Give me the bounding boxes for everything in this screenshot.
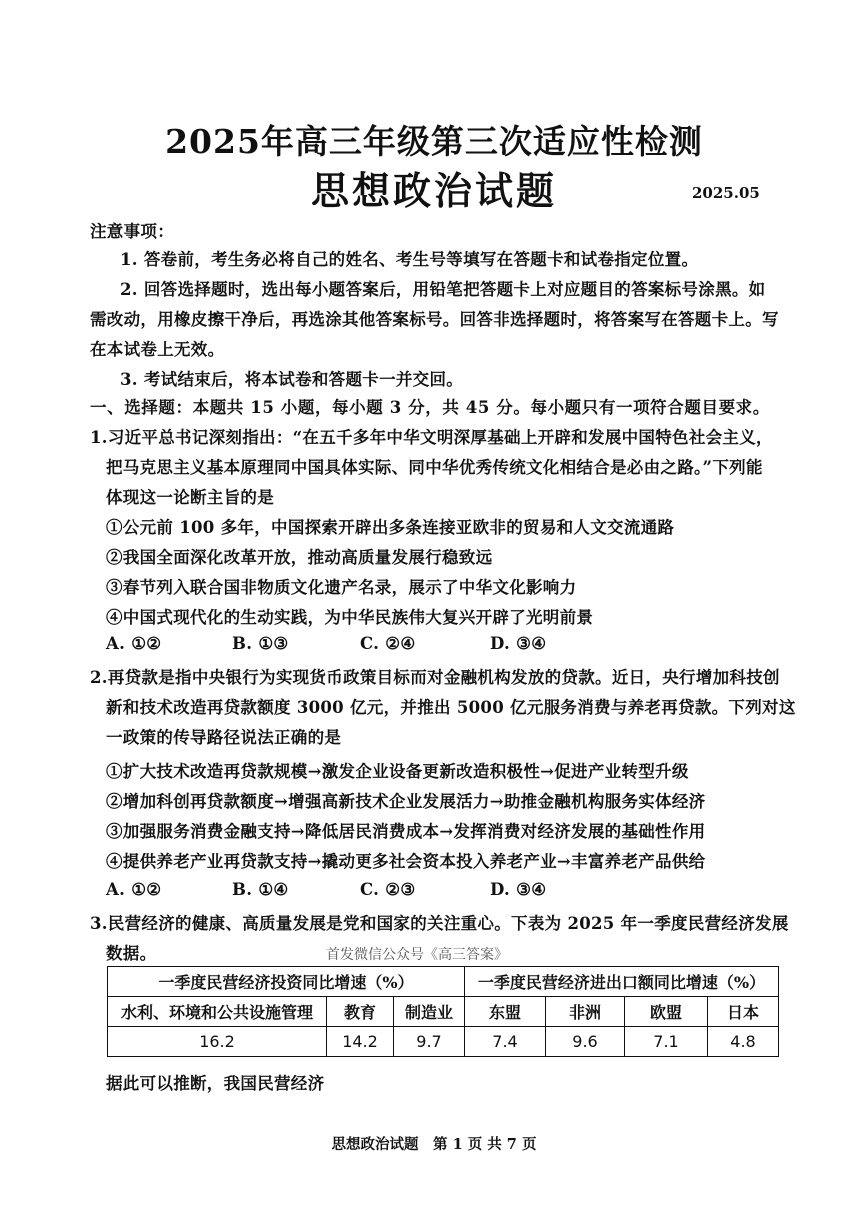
question-2-option: D. ③④	[490, 880, 547, 899]
table-column-header: 教育	[327, 997, 394, 1027]
question-1-statement: ④中国式现代化的生动实践，为中华民族伟大复兴开辟了光明前景	[106, 608, 594, 627]
question-2-option: A. ①②	[106, 880, 162, 899]
notice-item: 2. 回答选择题时，选出每小题答案后，用铅笔把答题卡上对应题目的答案标号涂黑。如	[120, 280, 766, 299]
question-2-stem: 一政策的传导路径说法正确的是	[106, 728, 342, 747]
table-column-header: 水利、环境和公共设施管理	[108, 997, 327, 1027]
table-cell: 4.8	[708, 1027, 779, 1057]
exam-subject-title: 思想政治试题	[310, 168, 557, 213]
page-footer: 思想政治试题 第 1 页 共 7 页	[331, 1136, 537, 1153]
question-3-conclusion: 据此可以推断，我国民营经济	[106, 1074, 325, 1093]
question-1-option: D. ③④	[490, 634, 547, 653]
question-2-stem: 2.再贷款是指中央银行为实现货币政策目标而对金融机构发放的贷款。近日，央行增加科技创	[90, 668, 780, 687]
watermark-text: 首发微信公众号《高三答案》	[326, 947, 508, 963]
table-cell: 7.1	[625, 1027, 708, 1057]
notice-heading: 注意事项：	[90, 222, 174, 241]
table-group-header: 一季度民营经济投资同比增速（%）	[108, 967, 465, 997]
question-2-stem: 新和技术改造再贷款额度 3000 亿元，并推出 5000 亿元服务消费与养老再贷款。下列对这	[106, 698, 796, 717]
table-column-header: 欧盟	[625, 997, 708, 1027]
notice-item: 需改动，用橡皮擦干净后，再选涂其他答案标号。回答非选择题时，将答案写在答题卡上。写	[90, 310, 779, 329]
question-1-statement: ③春节列入联合国非物质文化遗产名录，展示了中华文化影响力	[106, 578, 577, 597]
section-heading: 一、选择题：本题共 15 小题，每小题 3 分，共 45 分。每小题只有一项符合题目要求。	[90, 398, 770, 417]
table-cell: 7.4	[465, 1027, 546, 1057]
table-column-header: 东盟	[465, 997, 546, 1027]
table-cell: 9.6	[546, 1027, 625, 1057]
question-1-stem: 把马克思主义基本原理同中国具体实际、同中华优秀传统文化相结合是必由之路。”下列能	[106, 458, 763, 477]
exam-date: 2025.05	[692, 184, 760, 202]
question-2-statement: ④提供养老产业再贷款支持→撬动更多社会资本投入养老产业→丰富养老产品供给	[106, 852, 706, 871]
question-1-stem: 体现这一论断主旨的是	[106, 488, 274, 507]
question-1-option: A. ①②	[106, 634, 162, 653]
table-column-header: 日本	[708, 997, 779, 1027]
table-cell: 16.2	[108, 1027, 327, 1057]
notice-item: 在本试卷上无效。	[90, 340, 225, 359]
table-column-header: 非洲	[546, 997, 625, 1027]
question-2-option: B. ①④	[232, 880, 289, 899]
table-group-header: 一季度民营经济进出口额同比增速（%）	[465, 967, 779, 997]
question-3-stem: 数据。	[106, 944, 157, 963]
table-cell: 14.2	[327, 1027, 394, 1057]
notice-item: 1. 答卷前，考生务必将自己的姓名、考生号等填写在答题卡和试卷指定位置。	[120, 250, 699, 269]
question-2-statement: ③加强服务消费金融支持→降低居民消费成本→发挥消费对经济发展的基础性作用	[106, 822, 706, 841]
question-2-statement: ②增加科创再贷款额度→增强高新技术企业发展活力→助推金融机构服务实体经济	[106, 792, 706, 811]
question-1-option: B. ①③	[232, 634, 289, 653]
exam-title: 2025年高三年级第三次适应性检测	[165, 122, 703, 161]
table-column-header: 制造业	[394, 997, 465, 1027]
question-1-statement: ①公元前 100 多年，中国探索开辟出多条连接亚欧非的贸易和人文交流通路	[106, 518, 675, 537]
notice-item: 3. 考试结束后，将本试卷和答题卡一并交回。	[120, 370, 464, 389]
question-1-stem: 1.习近平总书记深刻指出：“在五千多年中华文明深厚基础上开辟和发展中国特色社会主义，	[90, 428, 773, 447]
table-cell: 9.7	[394, 1027, 465, 1057]
economy-data-table	[107, 966, 779, 1057]
question-2-statement: ①扩大技术改造再贷款规模→激发企业设备更新改造积极性→促进产业转型升级	[106, 762, 689, 781]
question-1-option: C. ②④	[360, 634, 416, 653]
question-1-statement: ②我国全面深化改革开放，推动高质量发展行稳致远	[106, 548, 493, 567]
question-2-option: C. ②③	[360, 880, 416, 899]
question-3-stem: 3.民营经济的健康、高质量发展是党和国家的关注重心。下表为 2025 年一季度民营经济发展	[90, 914, 789, 933]
